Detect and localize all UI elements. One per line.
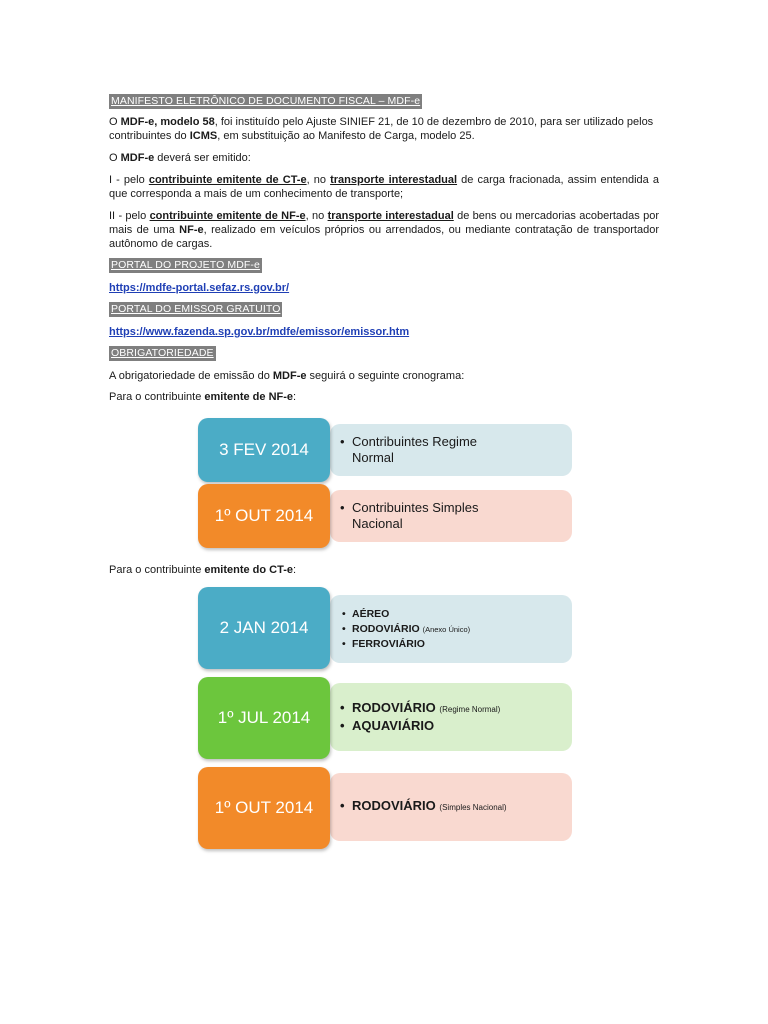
section-heading-emissor: PORTAL DO EMISSOR GRATUITO [111,303,281,315]
bold-text: MDF-e [120,152,155,164]
bold-text: MDF-e [272,370,307,382]
text: I - pelo [109,174,149,186]
schedule-item [352,607,572,622]
portal-link[interactable]: https://mdfe-portal.sefaz.rs.gov.br/ [109,282,290,294]
text: deverá ser emitido: [154,152,251,164]
bold-text: emitente do CT-e [204,564,294,576]
section-heading-portal: PORTAL DO PROJETO MDF-e [111,259,260,271]
text: , no [305,210,328,222]
item-main: RODOVIÁRIO [352,700,436,715]
emissor-link[interactable]: https://www.fazenda.sp.gov.br/mdfe/emissor/emissor.htm [109,326,410,338]
bold-text: emitente de NF-e [204,391,294,403]
text: II - pelo [109,210,150,222]
section-heading-mdfe: MANIFESTO ELETRÔNICO DE DOCUMENTO FISCAL – MDF-e [111,95,421,107]
schedule-item: • Contribuintes Simples Nacional [352,500,502,532]
text: : [293,564,297,576]
item-main: AÉREO [352,607,390,620]
schedule-box [330,683,572,751]
schedule-date-badge: 2 JAN 2014 [198,587,330,669]
item-note: (Simples Nacional) [439,803,507,812]
item-ii-paragraph [109,209,659,251]
cte-schedule [198,587,578,852]
schedule-intro [109,369,659,383]
item-note: (Anexo Único) [422,624,471,634]
schedule-item [352,622,572,637]
text: de carga fracionada, assim entendida a que corresponda a mais de um conhecimento de transporte; [109,174,660,200]
nfe-schedule-label [109,390,659,404]
text: , realizado em veículos próprios ou arrendados, ou mediante contratação de transportador autônomo de cargas. [109,224,659,250]
cte-schedule-label [109,563,296,577]
nfe-schedule [198,418,578,553]
underlined-text: contribuinte emitente de NF-e [149,210,306,222]
text: O [109,116,121,128]
emission-paragraph [109,151,659,165]
schedule-box [330,490,572,542]
text: O [109,152,121,164]
document-page [109,94,659,404]
underlined-text: contribuinte emitente de CT-e [148,174,307,186]
schedule-date-badge: 3 FEV 2014 [198,418,330,482]
text: Para o contribuinte [109,391,205,403]
schedule-item [352,798,572,816]
schedule-item [352,637,572,652]
text: , no [306,174,331,186]
intro-paragraph [109,115,659,143]
bold-text: MDF-e, modelo 58 [120,116,215,128]
underlined-text: transporte interestadual [327,210,454,222]
schedule-item [352,718,572,734]
item-main: FERROVIÁRIO [352,637,425,650]
text: , em substituição ao Manifesto de Carga, modelo 25. [217,130,475,142]
item-main: AQUAVIÁRIO [352,718,435,733]
schedule-item: • Contribuintes Regime Normal [352,434,502,466]
bold-text: ICMS [189,130,218,142]
item-note: (Regime Normal) [439,705,501,714]
text: seguirá o seguinte cronograma: [306,370,465,382]
section-heading-obrigatoriedade: OBRIGATORIEDADE [111,347,214,359]
schedule-date-badge: 1º OUT 2014 [198,767,330,849]
schedule-box [330,773,572,841]
text: Para o contribuinte [109,564,205,576]
schedule-date-badge: 1º JUL 2014 [198,677,330,759]
underlined-text: transporte interestadual [330,174,458,186]
text: de bens ou mercadorias acobertadas por mais de uma [109,210,660,236]
schedule-box [330,595,572,663]
item-main: RODOVIÁRIO [352,798,436,813]
text: , foi instituído pelo Ajuste SINIEF 21, de 10 de dezembro de 2010, para ser utilizado pelos contribuintes do [109,116,654,142]
schedule-box [330,424,572,476]
schedule-item [352,700,572,718]
schedule-date-badge: 1º OUT 2014 [198,484,330,548]
item-main: RODOVIÁRIO [352,622,420,635]
text: : [293,391,297,403]
item-i-paragraph [109,173,659,201]
text: A obrigatoriedade de emissão do [109,370,273,382]
bold-text: NF-e [179,224,204,236]
